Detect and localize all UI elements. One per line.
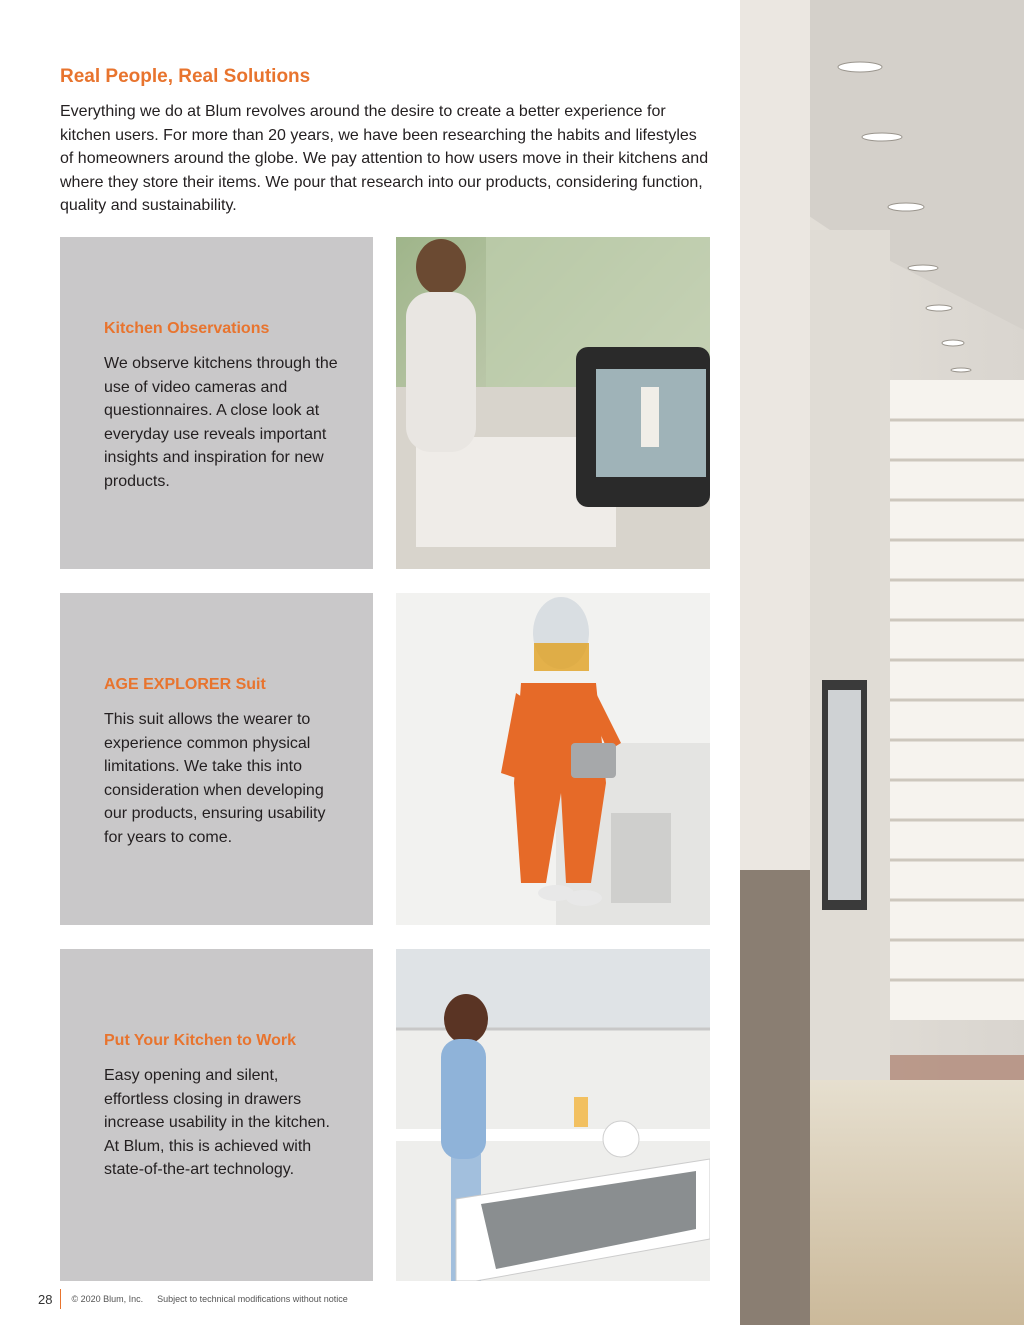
section-body: Easy opening and silent, effortless closing in drawers increase usability in the kitchen. At Blum, this is achieved with state-of-the-art technology. xyxy=(104,1067,330,1178)
copyright: © 2020 Blum, Inc. xyxy=(71,1294,144,1304)
section-title: Kitchen Observations xyxy=(104,320,270,337)
section-box-kitchen-work xyxy=(60,949,373,1281)
footer-divider xyxy=(60,1289,61,1309)
disclaimer: Subject to technical modifications without notice xyxy=(157,1294,348,1304)
kitchen-interior-photo xyxy=(740,0,1024,1325)
section-title: AGE EXPLORER Suit xyxy=(104,676,266,693)
page-heading: Real People, Real Solutions xyxy=(60,66,311,87)
section-body: We observe kitchens through the use of video cameras and questionnaires. A close look at everyday use reveals important insights and inspiration for new products. xyxy=(104,355,338,490)
kitchen-observations-photo xyxy=(396,237,710,569)
intro-paragraph: Everything we do at Blum revolves around the desire to create a better experience for kitchen users. For more than 20 years, we have been researching the habits and lifestyles of homeowners around the globe. We pay attention to how users move in their kitchens and where they store their items. We pour that research into our products, considering function, quality and sustainability. xyxy=(60,103,709,215)
section-box-kitchen-observations xyxy=(60,237,373,569)
age-explorer-photo xyxy=(396,593,710,925)
section-body: This suit allows the wearer to experience common physical limitations. We take this into consideration when developing our products, ensuring usability for years to come. xyxy=(104,711,326,846)
page-footer xyxy=(38,1290,348,1308)
section-box-age-explorer xyxy=(60,593,373,925)
page-number: 28 xyxy=(38,1291,53,1307)
section-title: Put Your Kitchen to Work xyxy=(104,1032,297,1049)
kitchen-work-photo xyxy=(396,949,710,1281)
